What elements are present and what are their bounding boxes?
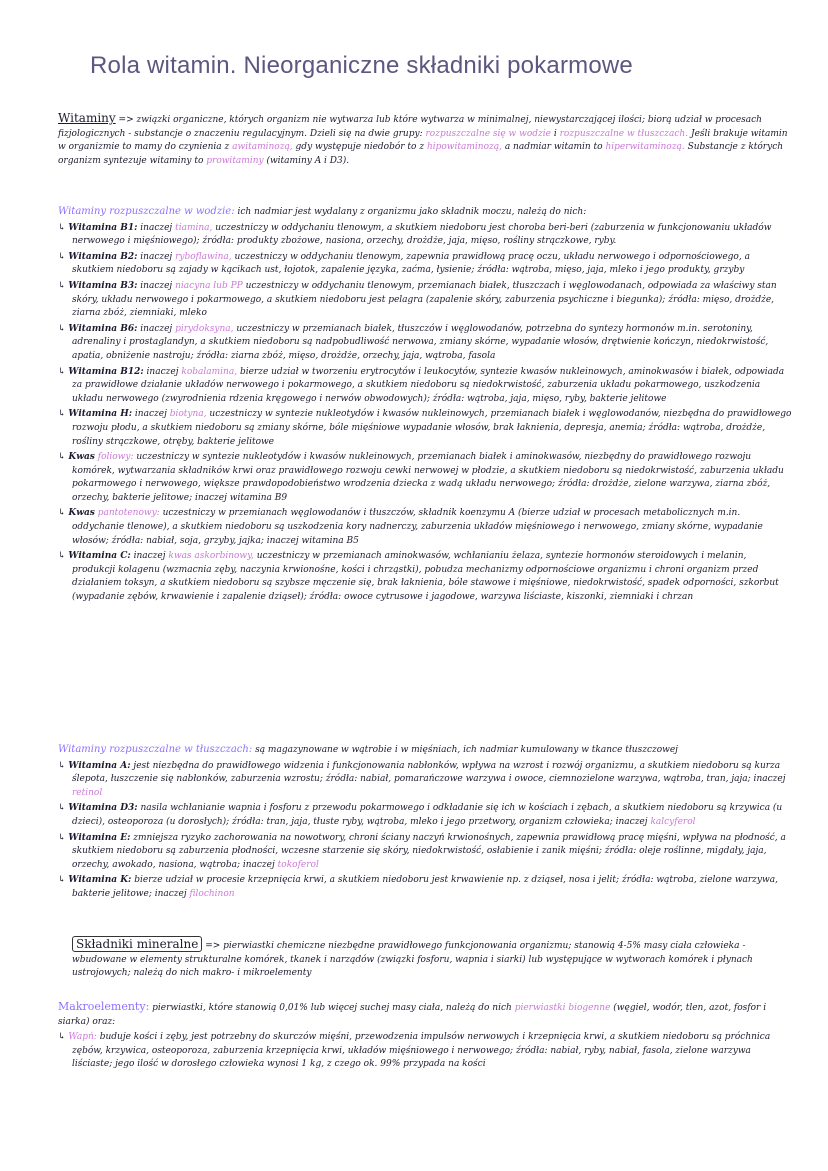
list-item: ↳ Witamina D3: nasila wchłanianie wapnia i fosforu z przewodu pokarmowego i odkładanie się ich w kościach i zębach, a skutkiem niedoboru są krzywica (u dzieci), osteoporoza (u dorosłych); źródła: tran, jaja, tłuste ryby, wątroba, mleko i jego przetwory, organizm człowieka; inaczej kalcyferol [58, 803, 783, 827]
vitamin-name: Witamina B6: [68, 323, 138, 334]
minerals-label: Składniki mineralne [72, 936, 202, 952]
vitamin-text: uczestniczy w syntezie nukleotydów i kwasów nukleinowych, przemianach białek i aminokwasów, niezbędny do prawidłowego rozwoju komórek, wytwarzania składników krwi oraz prawidłowego rozwoju cewki nerwowej w płodzie, a skutkiem niedoboru są niedokrwistość, zaburzenia układu pokarmowego i nerwowego, większe prawdopodobieństwo wrodzenia dziecka z wadą układu nerwowego; źródła: drożdże, zielone warzywa, ziarna zbóż, orzechy, bakterie jelitowe; inaczej witamina B9 [72, 452, 784, 503]
vitamin-alias: tiamina, [175, 222, 213, 233]
list-item: ↳ Witamina B12: inaczej kobalamina, bierze udział w tworzeniu erytrocytów i leukocytów, syntezie kwasów nukleinowych, aminokwasów i białek, odpowiada za prawidłowe działanie układów nerwowego i pokarmowego, a skutkiem niedoboru są niedokrwistość, zaburzenia układu pokarmowego, uszkodzenia układu nerwowego (zwyrodnienia rdzenia kręgowego i nerwów obwodowych); źródła: wątroba, jaja, mięso, ryby, bakterie jelitowe [58, 366, 785, 404]
vitamin-text: nasila wchłanianie wapnia i fosforu z przewodu pokarmowego i odkładanie się ich w kościach i zębach, a skutkiem niedoboru są krzywica (u dzieci), osteoporoza (u dorosłych); źródła: tran, jaja, tłuste ryby, wątroba, mleko i jego przetwory, organizm człowieka; inaczej [72, 803, 783, 827]
minerals-section [72, 938, 792, 983]
vitamin-alias: niacyna lub PP [175, 280, 243, 291]
vitamin-alias: pirydoksyna, [175, 323, 234, 334]
vitamin-name: Witamina E: [68, 832, 131, 843]
definition-text: Jeśli brakuje witamin w organizmie to mamy do czynienia z [58, 128, 788, 153]
vitamin-alias: kalcyferol [650, 816, 696, 827]
vitamin-alias: kwas askorbinowy, [168, 551, 254, 562]
term-awitaminoza: awitaminozą, [232, 142, 293, 153]
vitamin-alias: retinol [72, 787, 103, 798]
alias-prefix: inaczej [140, 280, 173, 291]
vitamin-name: Witamina H: [68, 409, 133, 420]
list-item: ↳ Witamina H: inaczej biotyna, uczestniczy w syntezie nukleotydów i kwasów nukleinowych, przemianach białek i węglowodanów, niezbędna do prawidłowego rozwoju płodu, a skutkiem niedoboru są zmiany skórne, bóle mięśniowe wypadanie włosów, brak łaknienia, depresja, anemia; źródła: wątroba, drożdże, rośliny strączkowe, otręby, bakterie jelitowe [58, 409, 792, 447]
vitamin-text: uczestniczy w przemianach węglowodanów i tłuszczów, składnik koenzymu A (bierze udział w procesach metabolicznych m.in. oddychanie tlenowe), a skutkiem niedoboru są uszkodzenia kory nadnerczy, zaburzenia układów mięśniowego i nerwowego, zmiany skórne, wypadanie włosów; źródła: nabiał, soja, grzyby, jajka; inaczej witamina B5 [72, 508, 763, 546]
vitamin-text: jest niezbędna do prawidłowego widzenia i funkcjonowania nabłonków, wpływa na wzrost i rozwój organizmu, a skutkiem niedoboru są kurza ślepota, łuszczenie się nabłonków, zaburzenia wzrostu; źródła: nabiał, pomarańczowe warzywa i owoce, ciemnozielone warzywa, wątroba, tran, jaja; inaczej [72, 760, 786, 785]
list-item: ↳ Witamina K: bierze udział w procesie krzepnięcia krwi, a skutkiem niedoboru jest krwawienie np. z dziąseł, nosa i jelit; źródła: wątroba, zielone warzywa, bakterie jelitowe; inaczej filochinon [58, 875, 778, 899]
and-text: i [553, 128, 557, 139]
term-hipowitaminoza: hipowitaminozą, [426, 142, 502, 153]
vitamin-list [58, 222, 792, 605]
vitamin-text: uczestniczy w przemianach białek, tłuszczów i węglowodanów, potrzebna do syntezy hormonów m.in. serotoniny, adrenaliny i prostaglandyn, a skutkiem niedoboru są nadpobudliwość nerwowa, zmiany skórne, wypadanie włosów, drętwienie kończyn, niedokrwistość, apatia, obniżenie nastroju; źródła: ziarna zbóż, mięso, drożdże, orzechy, jaja, wątroba, fasola [72, 323, 769, 361]
alias-prefix: inaczej [146, 366, 179, 377]
alias-prefix: inaczej [140, 222, 173, 233]
vitamin-text: uczestniczy w oddychaniu tlenowym, a skutkiem niedoboru jest choroba beri-beri (zaburzenia w funkcjonowaniu układów nerwowego i mięśniowego); źródła: produkty zbożowe, nasiona, orzechy, drożdże, jaja, mięso, rośliny strączkowe, ryby. [72, 222, 772, 247]
vitamin-name: Witamina B1: [68, 222, 138, 233]
vitamin-alias: foliowy: [97, 452, 134, 463]
list-item: ↳ Wapń: buduje kości i zęby, jest potrzebny do skurczów mięśni, przewodzenia impulsów nerwowych i krzepnięcia krwi, a skutkiem niedoboru są próchnica zębów, krzywica, osteoporoza, zaburzenia krzepnięcia krwi, układów mięśniowego i nerwowego; źródła: nabiał, ryby, nabiał, fasola, zielone warzywa liściaste; jego ilość w dorosłego człowieka wynosi 1 kg, z czego ok. 99% przypada na kości [58, 1032, 771, 1070]
alias-prefix: inaczej [133, 551, 166, 562]
alias-prefix: inaczej [140, 323, 173, 334]
witaminy-section [58, 112, 792, 170]
arrow: => [118, 115, 134, 125]
alias-prefix: inaczej [134, 409, 167, 420]
element-text: buduje kości i zęby, jest potrzebny do skurczów mięśni, przewodzenia impulsów nerwowych i krzepnięcia krwi, a skutkiem niedoboru są próchnica zębów, krzywica, osteoporoza, zaburzenia krzepnięcia krwi, układów mięśniowego i nerwowego; źródła: nabiał, ryby, nabiał, fasola, zielone warzywa liściaste; jego ilość w dorosłego człowieka wynosi 1 kg, z czego ok. 99% przypada na kości [72, 1032, 771, 1070]
section-intro: ich nadmiar jest wydalany z organizmu jako składnik moczu, należą do nich: [237, 207, 587, 217]
macro-section [58, 1000, 792, 1074]
vitamin-name: Witamina B3: [68, 280, 138, 291]
vitamin-text: bierze udział w tworzeniu erytrocytów i leukocytów, syntezie kwasów nukleinowych, aminokwasów i białek, odpowiada za prawidłowe działanie układów nerwowego i pokarmowego, a skutkiem niedoboru są niedokrwistość, zaburzenia układu pokarmowego, uszkodzenia układu nerwowego (zwyrodnienia rdzenia kręgowego i nerwów obwodowych); źródła: wątroba, jaja, mięso, ryby, bakterie jelitowe [72, 366, 785, 404]
vitamin-alias: tokoferol [277, 859, 319, 870]
list-item: ↳ Witamina B3: inaczej niacyna lub PP uczestniczy w oddychaniu tlenowym, przemianach białek, tłuszczach i węglowodanach, odpowiada za właściwy stan skóry, układu nerwowego i pokarmowego, a skutkiem niedoboru jest pelagra (zapalenie skóry, zaburzenia psychiczne i biegunka); źródła: mięso, drożdże, ziarna zbóż, ziemniaki, mleko [58, 280, 777, 319]
vitamin-text: uczestniczy w przemianach aminokwasów, wchłanianiu żelaza, syntezie hormonów steroidowych i melanin, produkcji kolagenu (wzmacnia zęby, naczynia krwionośne, kości i chrząstki), pobudza mechanizmy odpornościowe organizmu i chroni organizm przed działaniem toksyn, a skutkiem niedoboru są szybsze męczenie się, brak łaknienia, bóle stawowe i mięśniowe, niedokrwistość, spadek odporności, szkorbut (wypadanie zębów, krwawienie i zapalenie dziąseł); źródła: owoce cytrusowe i jagodowe, warzywa liściaste, kiszonki, ziemniaki i chrzan [72, 551, 779, 603]
definition-text: (witaminy A i D3). [266, 155, 350, 166]
group-water: rozpuszczalne się w wodzie [425, 128, 551, 139]
fat-soluble-heading: Witaminy rozpuszczalne w tłuszczach: [58, 744, 253, 755]
list-item: ↳ Witamina C: inaczej kwas askorbinowy, uczestniczy w przemianach aminokwasów, wchłanianiu żelaza, syntezie hormonów steroidowych i melanin, produkcji kolagenu (wzmacnia zęby, naczynia krwionośne, kości i chrząstki), pobudza mechanizmy odpornościowe organizmu i chroni organizm przed działaniem toksyn, a skutkiem niedoboru są szybsze męczenie się, brak łaknienia, bóle stawowe i mięśniowe, niedokrwistość, spadek odporności, szkorbut (wypadanie zębów, krwawienie i zapalenie dziąseł); źródła: owoce cytrusowe i jagodowe, warzywa liściaste, kiszonki, ziemniaki i chrzan [58, 551, 779, 603]
vitamin-name: Witamina C: [68, 551, 131, 562]
vitamin-name: Witamina D3: [68, 803, 138, 814]
fat-soluble-section [58, 743, 792, 904]
water-soluble-section [58, 205, 792, 607]
list-item: ↳ Kwas pantotenowy: uczestniczy w przemianach węglowodanów i tłuszczów, składnik koenzymu A (bierze udział w procesach metabolicznych m.in. oddychanie tlenowe), a skutkiem niedoboru są uszkodzenia kory nadnerczy, zaburzenia układów mięśniowego i nerwowego, zmiany skórne, wypadanie włosów; źródła: nabiał, soja, grzyby, jajka; inaczej witamina B5 [58, 508, 763, 546]
list-item: ↳ Witamina E: zmniejsza ryzyko zachorowania na nowotwory, chroni ściany naczyń krwionośnych, zapewnia prawidłową pracę mięśni, wpływa na płodność, a skutkiem niedoboru są zaburzenia płodności, wczesne starzenie się skóry, niedokrwistość, osłabienie i zanik mięśni; źródła: oleje roślinne, migdały, jaja, orzechy, awokado, nasiona, wątroba; inaczej tokoferol [58, 832, 786, 870]
term-prowitaminy: prowitaminy [206, 155, 264, 166]
vitamin-name: Kwas [68, 508, 95, 519]
group-fat: rozpuszczalne w tłuszczach. [559, 128, 689, 139]
definition-text: a nadmiar witamin to [504, 142, 603, 153]
macro-text: pierwiastki, które stanowią 0,01% lub więcej suchej masy ciała, należą do nich [152, 1003, 512, 1013]
definition-text: związki organiczne, których organizm nie wytwarza lub które wytwarza w minimalnej, niewystarczającej ilości; biorą udział w procesach fizjologicznych - substancje o znaczeniu regulacyjnym. Dzieli się na dwie grupy: [58, 115, 762, 139]
alias-prefix: inaczej [140, 251, 173, 262]
vitamin-text: uczestniczy w syntezie nukleotydów i kwasów nukleinowych, przemianach białek i węglowodanów, niezbędna do prawidłowego rozwoju płodu, a skutkiem niedoboru są zmiany skórne, bóle mięśniowe wypadanie włosów, brak łaknienia, depresja, anemia; źródła: wątroba, drożdże, rośliny strączkowe, otręby, bakterie jelitowe [72, 409, 792, 447]
macro-text: (węgiel, wodór, tlen, azot, fosfor i siarka) oraz: [58, 1003, 767, 1027]
list-item: ↳ Witamina B6: inaczej pirydoksyna, uczestniczy w przemianach białek, tłuszczów i węglowodanów, potrzebna do syntezy hormonów m.in. serotoniny, adrenaliny i prostaglandyn, a skutkiem niedoboru są nadpobudliwość nerwowa, zmiany skórne, wypadanie włosów, drętwienie kończyn, niedokrwistość, apatia, obniżenie nastroju; źródła: ziarna zbóż, mięso, drożdże, orzechy, jaja, wątroba, fasola [58, 323, 769, 361]
vitamin-alias: filochinon [189, 888, 235, 899]
vitamin-alias: pantotenowy: [97, 508, 160, 519]
section-intro: są magazynowane w wątrobie i w mięśniach, ich nadmiar kumulowany w tkance tłuszczowej [255, 745, 678, 755]
list-item: ↳ Kwas foliowy: uczestniczy w syntezie nukleotydów i kwasów nukleinowych, przemianach białek i aminokwasów, niezbędny do prawidłowego rozwoju komórek, wytwarzania składników krwi oraz prawidłowego rozwoju cewki nerwowej w płodzie, a skutkiem niedoboru są niedokrwistość, zaburzenia układu pokarmowego i nerwowego, większe prawdopodobieństwo wrodzenia dziecka z wadą układu nerwowego; źródła: drożdże, zielone warzywa, ziarna zbóż, orzechy, bakterie jelitowe; inaczej witamina B9 [58, 452, 784, 503]
vitamin-name: Kwas [68, 452, 95, 463]
definition-text: Substancje z których organizm syntezuje witaminy to [58, 142, 784, 166]
vitamin-alias: ryboflawina, [175, 251, 232, 262]
macro-heading: Makroelementy: [58, 1000, 150, 1013]
vitamin-alias: biotyna, [169, 409, 207, 420]
water-soluble-heading: Witaminy rozpuszczalne w wodzie: [58, 206, 235, 217]
vitamin-name: Witamina B2: [68, 251, 138, 262]
vitamin-text: uczestniczy w oddychaniu tlenowym, zapewnia prawidłową pracę oczu, układu nerwowego i odpornościowego, a skutkiem niedoboru są zajady w kącikach ust, łojotok, zapalenie języka, zaćma, łysienie; źródła: wątroba, mięso, jaja, mleko i jego produkty, grzyby [72, 251, 750, 276]
definition-text: gdy występuje niedobór to z [295, 142, 425, 153]
vitamin-text: uczestniczy w oddychaniu tlenowym, przemianach białek, tłuszczach i węglowodanach, odpowiada za właściwy stan skóry, układu nerwowego i pokarmowego, a skutkiem niedoboru jest pelagra (zapalenie skóry, zaburzenia psychiczne i biegunka); źródła: mięso, drożdże, ziarna zbóż, ziemniaki, mleko [72, 280, 777, 319]
vitamin-name: Witamina A: [68, 760, 131, 771]
vitamin-name: Witamina K: [68, 875, 132, 886]
term-biogenne: pierwiastki biogenne [514, 1003, 611, 1013]
list-item: ↳ Witamina B2: inaczej ryboflawina, uczestniczy w oddychaniu tlenowym, zapewnia prawidłową pracę oczu, układu nerwowego i odpornościowego, a skutkiem niedoboru są zajady w kącikach ust, łojotok, zapalenie języka, zaćma, łysienie; źródła: wątroba, mięso, jaja, mleko i jego produkty, grzyby [58, 251, 750, 276]
witaminy-label: Witaminy [58, 111, 116, 125]
list-item: ↳ Witamina B1: inaczej tiamina, uczestniczy w oddychaniu tlenowym, a skutkiem niedoboru jest choroba beri-beri (zaburzenia w funkcjonowaniu układów nerwowego i mięśniowego); źródła: produkty zbożowe, nasiona, orzechy, drożdże, jaja, mięso, rośliny strączkowe, ryby. [58, 222, 772, 247]
element-name: Wapń: [68, 1032, 97, 1043]
page-title: Rola witamin. Nieorganiczne składniki pokarmowe [90, 52, 633, 79]
vitamin-text: bierze udział w procesie krzepnięcia krwi, a skutkiem niedoboru jest krwawienie np. z dziąseł, nosa i jelit; źródła: wątroba, zielone warzywa, bakterie jelitowe; inaczej [72, 875, 778, 899]
arrow: => [205, 941, 221, 951]
vitamin-text: zmniejsza ryzyko zachorowania na nowotwory, chroni ściany naczyń krwionośnych, zapewnia prawidłową pracę mięśni, wpływa na płodność, a skutkiem niedoboru są zaburzenia płodności, wczesne starzenie się skóry, niedokrwistość, osłabienie i zanik mięśni; źródła: oleje roślinne, migdały, jaja, orzechy, awokado, nasiona, wątroba; inaczej [72, 832, 786, 870]
term-hiperwitaminoza: hiperwitaminozą. [605, 142, 685, 153]
vitamin-alias: kobalamina, [181, 366, 238, 377]
minerals-text: pierwiastki chemiczne niezbędne prawidłowego funkcjonowania organizmu; stanowią 4-5% masy ciała człowieka - wbudowane w elementy strukturalne komórek, tkanek i narządów (związki fosforu, wapnia i siarki) lub występujące w wytworach komórek i płynach ustrojowych; należą do nich makro- i mikroelementy [72, 941, 753, 979]
vitamin-name: Witamina B12: [68, 366, 144, 377]
list-item: ↳ Witamina A: jest niezbędna do prawidłowego widzenia i funkcjonowania nabłonków, wpływa na wzrost i rozwój organizmu, a skutkiem niedoboru są kurza ślepota, łuszczenie się nabłonków, zaburzenia wzrostu; źródła: nabiał, pomarańczowe warzywa i owoce, ciemnozielone warzywa, wątroba, tran, jaja; inaczej retinol [58, 760, 786, 798]
